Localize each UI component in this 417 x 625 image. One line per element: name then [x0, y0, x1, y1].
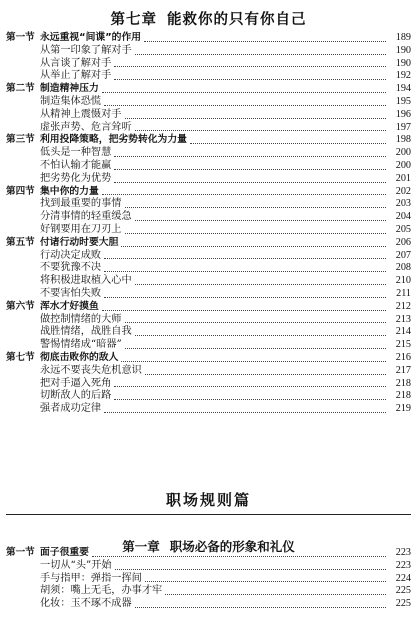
item-title: 虚张声势、危言耸听	[40, 121, 132, 133]
toc-item-row[interactable]	[6, 262, 411, 275]
toc-item-row[interactable]	[6, 160, 411, 173]
toc-section-row[interactable]	[6, 186, 411, 199]
dot-leader	[104, 411, 386, 413]
page-number: 223	[395, 559, 411, 571]
page-number: 223	[395, 547, 411, 558]
chapter-number: 第七章	[110, 11, 157, 28]
toc-item-row[interactable]	[6, 288, 411, 301]
toc-section	[6, 352, 411, 416]
toc-item-row[interactable]	[6, 250, 411, 263]
section-title: 利用投降策略，把劣势转化为力量	[40, 134, 187, 146]
item-title: 分清事情的轻重缓急	[40, 211, 132, 223]
toc-item-row[interactable]	[6, 403, 411, 416]
dot-leader	[145, 373, 386, 375]
toc-section-row[interactable]	[6, 301, 411, 314]
dot-leader	[114, 78, 386, 80]
toc-section-row[interactable]	[6, 352, 411, 365]
dot-leader	[114, 398, 386, 400]
item-title: 切断敌人的后路	[40, 390, 112, 402]
toc-item-row[interactable]	[6, 339, 411, 352]
item-title: 战胜情绪，战胜自我	[40, 326, 132, 338]
item-title: 从精神上震慑对手	[40, 108, 122, 120]
chapter-7-heading	[6, 8, 411, 32]
dot-leader	[121, 360, 386, 362]
toc-item-row[interactable]	[6, 365, 411, 378]
section-title: 永远重视“间谍”的作用	[40, 32, 142, 43]
page-number: 200	[395, 159, 411, 171]
section-title: 彻底击败你的敌人	[40, 351, 119, 363]
item-title: 化妆：玉不琢不成器	[40, 598, 132, 610]
page-number: 206	[395, 236, 411, 248]
item-title: 警惕情绪成“暗器”	[40, 339, 122, 351]
dot-leader	[135, 129, 386, 131]
toc-section-row[interactable]	[6, 32, 411, 45]
toc-section	[6, 301, 411, 352]
section-label: 第一节	[6, 547, 35, 558]
dot-leader	[114, 155, 386, 157]
page-number: 202	[395, 185, 411, 197]
toc-item-row[interactable]	[6, 224, 411, 237]
toc-item-row[interactable]	[6, 326, 411, 339]
toc-section	[6, 237, 411, 301]
dot-leader	[135, 334, 386, 336]
page-number: 204	[395, 211, 411, 223]
item-title: 制造集体恐慌	[40, 95, 102, 107]
item-title: 将积极进取植入心中	[40, 275, 132, 287]
toc-section-row[interactable]	[6, 237, 411, 250]
dot-leader	[104, 104, 386, 106]
part-divider	[6, 514, 411, 515]
item-title: 从第一印象了解对手	[40, 44, 132, 56]
dot-leader	[115, 568, 386, 570]
page-number: 224	[395, 572, 411, 584]
page-number: 205	[395, 223, 411, 235]
item-title: 找到最重要的事情	[40, 198, 122, 210]
section-title: 集中你的力量	[40, 185, 99, 197]
page-number: 218	[395, 390, 411, 402]
page-number: 190	[395, 57, 411, 69]
page-number: 217	[395, 364, 411, 376]
item-title: 强者成功定律	[40, 403, 102, 415]
dot-leader	[104, 270, 386, 272]
toc-section	[6, 186, 411, 237]
toc-item-row[interactable]	[6, 598, 411, 611]
page-number: 196	[395, 108, 411, 120]
page-number: 203	[395, 198, 411, 210]
item-title: 永远不要丧失危机意识	[40, 364, 142, 376]
dot-leader	[125, 347, 386, 349]
item-title: 把对手逼入死角	[40, 377, 112, 389]
chapter-1-entries	[6, 547, 411, 611]
dot-leader	[135, 219, 386, 221]
page-number: 208	[395, 262, 411, 274]
toc-section	[6, 32, 411, 83]
dot-leader	[114, 181, 386, 183]
item-title: 胡须：嘴上无毛，办事才牢	[40, 585, 163, 597]
toc-section	[6, 547, 411, 611]
dot-leader	[102, 91, 386, 93]
dot-leader	[125, 117, 387, 119]
toc-item-row[interactable]	[6, 96, 411, 109]
item-title: 做控制情绪的大师	[40, 313, 122, 325]
toc-item-row[interactable]	[6, 173, 411, 186]
dot-leader	[114, 65, 386, 67]
page-number: 189	[395, 32, 411, 43]
dot-leader	[104, 257, 386, 259]
section-label: 第二节	[6, 83, 35, 95]
dot-leader	[104, 296, 386, 298]
dot-leader	[135, 283, 386, 285]
dot-leader	[144, 40, 386, 42]
section-label: 第六节	[6, 300, 35, 312]
page-number: 195	[395, 95, 411, 107]
item-title: 从举止了解对手	[40, 70, 112, 82]
toc-section	[6, 83, 411, 134]
toc-item-row[interactable]	[6, 378, 411, 391]
section-title: 制造精神压力	[40, 83, 99, 95]
page-number: 207	[395, 249, 411, 261]
dot-leader	[125, 321, 387, 323]
chapter-title: 职场必备的形象和礼仪	[169, 538, 295, 554]
dot-leader	[190, 142, 386, 144]
dot-leader	[114, 168, 386, 170]
section-label: 第四节	[6, 185, 35, 197]
part-title: 职场规则篇	[165, 491, 251, 509]
dot-leader	[114, 385, 386, 387]
page-number: 218	[395, 377, 411, 389]
toc-item-row[interactable]	[6, 45, 411, 58]
page-number: 225	[395, 598, 411, 610]
page-number: 197	[395, 121, 411, 133]
toc-item-row[interactable]	[6, 314, 411, 327]
dot-leader	[165, 593, 386, 595]
dot-leader	[102, 193, 386, 195]
item-title: 手与指甲：弹指一挥间	[40, 572, 142, 584]
page-number: 192	[395, 70, 411, 82]
page-number: 211	[396, 287, 411, 299]
chapter-number: 第一章	[122, 538, 160, 554]
page-number: 214	[395, 326, 411, 338]
toc-item-row[interactable]	[6, 390, 411, 403]
dot-leader	[102, 309, 386, 311]
dot-leader	[92, 555, 386, 557]
section-label: 第七节	[6, 351, 35, 363]
toc-item-row[interactable]	[6, 147, 411, 160]
dot-leader	[125, 232, 387, 234]
dot-leader	[145, 580, 386, 582]
page-number: 216	[395, 351, 411, 363]
dot-leader	[135, 606, 386, 608]
page-number: 201	[395, 172, 411, 184]
toc-item-row[interactable]	[6, 198, 411, 211]
toc-item-row[interactable]	[6, 560, 411, 573]
dot-leader	[121, 245, 386, 247]
dot-leader	[135, 53, 386, 55]
toc-item-row[interactable]	[6, 275, 411, 288]
toc-item-row[interactable]	[6, 122, 411, 135]
toc-item-row[interactable]	[6, 211, 411, 224]
page-number: 190	[395, 44, 411, 56]
chapter-7-entries	[6, 32, 411, 416]
toc-item-row[interactable]	[6, 70, 411, 83]
page-number: 194	[395, 83, 411, 95]
page-number: 212	[395, 300, 411, 312]
toc-item-row[interactable]	[6, 585, 411, 598]
toc-item-row[interactable]	[6, 58, 411, 71]
section-label: 第一节	[6, 32, 35, 43]
item-title: 不怕认输才能赢	[40, 159, 112, 171]
page-number: 215	[395, 339, 411, 351]
item-title: 一切从“头”开始	[40, 559, 112, 571]
toc-item-row[interactable]	[6, 109, 411, 122]
page-number: 200	[395, 147, 411, 159]
page-number: 219	[395, 403, 411, 415]
page-number: 198	[395, 134, 411, 146]
section-title: 浑水才好摸鱼	[40, 300, 99, 312]
toc-section	[6, 134, 411, 185]
section-label: 第五节	[6, 236, 35, 248]
section-title: 面子很重要	[40, 547, 89, 558]
dot-leader	[125, 206, 387, 208]
page-number: 213	[395, 313, 411, 325]
section-label: 第三节	[6, 134, 35, 146]
item-title: 把劣势化为优势	[40, 172, 112, 184]
item-title: 从言谈了解对手	[40, 57, 112, 69]
toc-item-row[interactable]	[6, 573, 411, 586]
item-title: 不要犹豫不决	[40, 262, 102, 274]
item-title: 不要害怕失败	[40, 287, 102, 299]
toc-section-row[interactable]	[6, 134, 411, 147]
page-number: 225	[395, 585, 411, 597]
item-title: 好钢要用在刀刃上	[40, 223, 122, 235]
item-title: 行动决定成败	[40, 249, 102, 261]
section-title: 付诸行动时要大胆	[40, 236, 119, 248]
toc-section-row[interactable]	[6, 83, 411, 96]
item-title: 低头是一种智慧	[40, 147, 112, 159]
chapter-title: 能救你的只有你自己	[167, 11, 307, 28]
toc-section-row[interactable]	[6, 547, 411, 560]
page-number: 210	[395, 275, 411, 287]
